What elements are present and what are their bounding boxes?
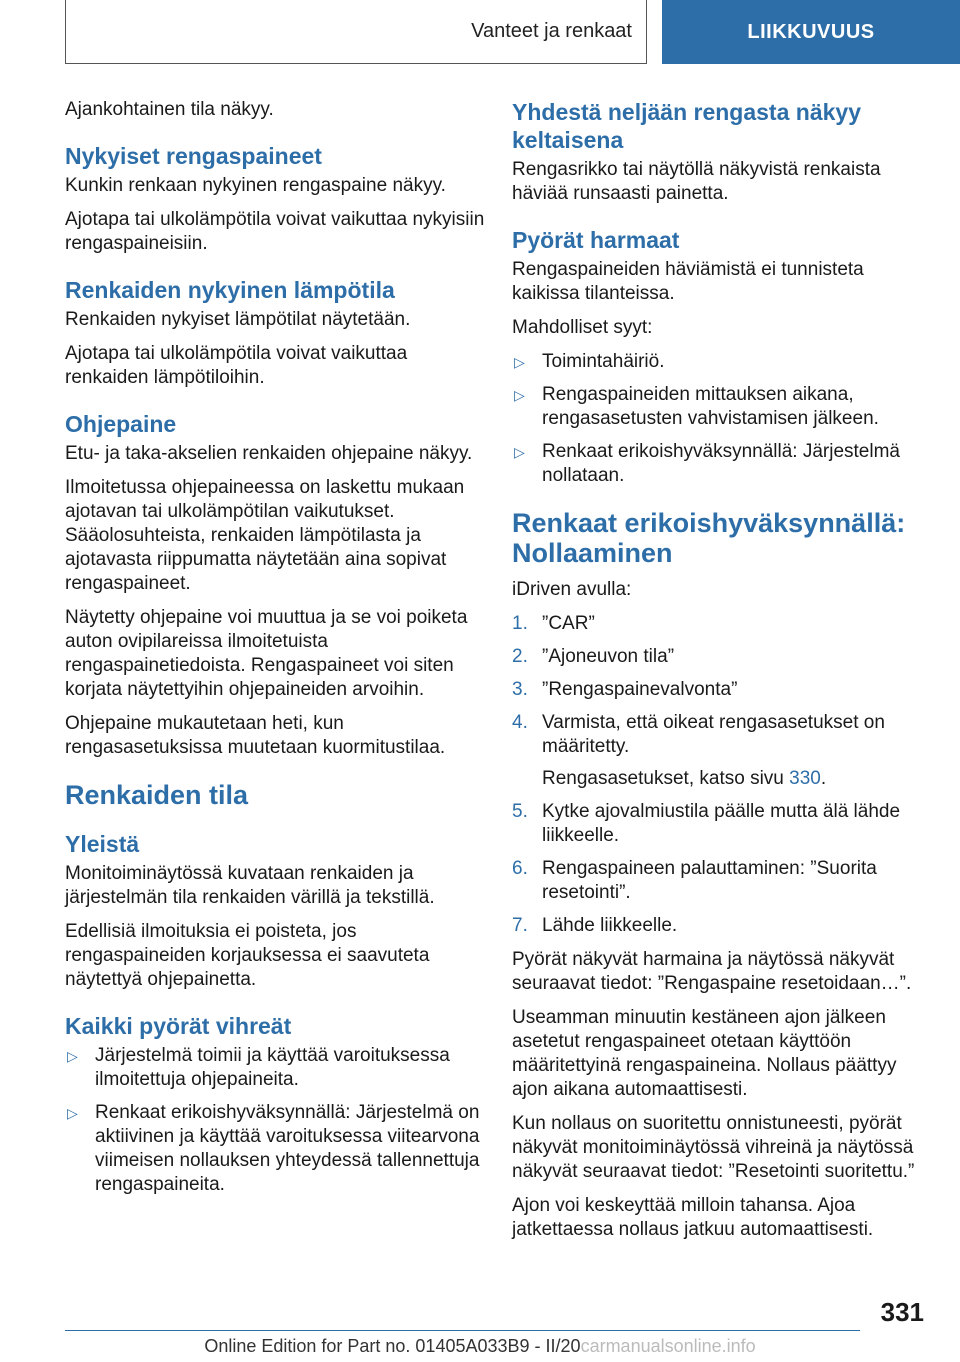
paragraph: Kun nollaus on suoritettu onnistuneesti, pyörät näkyvät monitoiminäytössä vihreinä ja näytössä näkyvät seuraavat tiedot: ”Resetointi suoritettu.” (512, 1113, 915, 1182)
heading-target-pressure: Ohjepaine (65, 411, 177, 437)
step-note: Rengasasetukset, katso sivu 330. (542, 768, 827, 789)
footer (0, 1336, 960, 1357)
step-item: 1. ”CAR” (512, 613, 595, 634)
page-link[interactable]: 330 (789, 768, 821, 789)
paragraph: Rengasrikko tai näytöllä näkyvistä renkaista häviää runsaasti painetta. (512, 159, 881, 204)
paragraph: iDriven avulla: (512, 579, 632, 600)
list-item: ▷ Järjestelmä toimii ja käyttää varoituksessa ilmoitettuja ohjepaineita. (67, 1045, 450, 1090)
list-item: ▷ Renkaat erikoishyväksynnällä: Järjestelmä on aktiivinen ja käyttää varoituksessa viitearvona viimeisen nollauksen yhteydessä tallennettuja rengaspaineita. (67, 1102, 480, 1195)
heading-current-pressures: Nykyiset rengaspaineet (65, 143, 322, 169)
chapter-tab (662, 0, 960, 64)
green-list (65, 1044, 485, 1197)
edition-text: Online Edition for Part no. 01405A033B9 - II/20 (204, 1336, 581, 1356)
heading-grey: Pyörät harmaat (512, 227, 680, 253)
chapter-title: LIIKKUVUUS (747, 20, 875, 43)
list-item: ▷ Toimintahäiriö. (514, 351, 665, 372)
footer-divider (65, 1330, 860, 1331)
heading-general: Yleistä (65, 831, 140, 857)
left-column (65, 98, 485, 1207)
paragraph: Edellisiä ilmoituksia ei poisteta, jos rengaspaineiden korjauksessa ei saavuteta näytettyä ohjepainetta. (65, 921, 430, 990)
step-item: 2. ”Ajoneuvon tila” (512, 646, 675, 667)
paragraph: Renkaiden nykyiset lämpötilat näytetään. (65, 309, 411, 330)
heading-tire-status: Renkaiden tila (65, 780, 249, 810)
step-item: 7. Lähde liikkeelle. (512, 915, 678, 936)
paragraph: Ajotapa tai ulkolämpötila voivat vaikuttaa nykyisiin rengaspaineisiin. (65, 209, 485, 254)
paragraph: Ilmoitetussa ohjepaineessa on laskettu mukaan ajotavan tai ulkolämpötilan vaikutukset. Sääolosuhteista, renkaiden lämpötilasta ja ajotavasta riippumatta näytetään aina sopivat rengaspaineet. (65, 477, 465, 594)
step-item: 5. Kytke ajovalmiustila päälle mutta älä lähde liikkeelle. (512, 801, 901, 846)
intro-text: Ajankohtainen tila näkyy. (65, 99, 274, 120)
heading-yellow: Yhdestä neljään rengasta näkyy keltaisena (512, 99, 861, 153)
triangle-bullet-icon: ▷ (67, 1105, 78, 1121)
list-item: ▷ Renkaat erikoishyväksynnällä: Järjestelmä nollataan. (514, 441, 900, 486)
reset-steps (512, 612, 932, 938)
triangle-bullet-icon: ▷ (514, 444, 525, 460)
grey-list (512, 350, 932, 488)
list-item: ▷ Rengaspaineiden mittauksen aikana, rengasasetusten vahvistamisen jälkeen. (514, 384, 879, 429)
paragraph: Ajon voi keskeyttää milloin tahansa. Ajoa jatkettaessa nollaus jatkuu automaattisesti. (512, 1195, 874, 1240)
paragraph: Kunkin renkaan nykyinen rengaspaine näkyy. (65, 175, 446, 196)
paragraph: Näytetty ohjepaine voi muuttua ja se voi poiketa auton ovipilareissa ilmoitetuista rengaspainetiedoista. Rengaspaineet voi siten korjata näytettyihin ohjepaineiden arvoihin. (65, 607, 468, 700)
paragraph: Ohjepaine mukautetaan heti, kun rengasasetuksissa muutetaan kuormitustilaa. (65, 713, 446, 758)
section-tab (65, 0, 647, 64)
paragraph: Ajotapa tai ulkolämpötila voivat vaikuttaa renkaiden lämpötiloihin. (65, 343, 408, 388)
paragraph: Etu- ja taka-akselien renkaiden ohjepaine näkyy. (65, 443, 473, 464)
heading-current-temperature: Renkaiden nykyinen lämpötila (65, 277, 395, 303)
paragraph: Useamman minuutin kestäneen ajon jälkeen asetetut rengaspaineet otetaan käyttöön määritettyinä rengaspaineina. Nollaus päättyy ajon aikana automaattisesti. (512, 1007, 897, 1100)
section-title: Vanteet ja renkaat (471, 20, 632, 42)
step-item: 3. ”Rengaspainevalvonta” (512, 679, 738, 700)
step-item: 4. Varmista, että oikeat rengasasetukset on määritetty. Rengasasetukset, katso sivu 330. (512, 711, 932, 791)
paragraph: Mahdolliset syyt: (512, 317, 653, 338)
paragraph: Rengaspaineiden häviämistä ei tunnisteta kaikissa tilanteissa. (512, 259, 864, 304)
triangle-bullet-icon: ▷ (514, 387, 525, 403)
triangle-bullet-icon: ▷ (67, 1048, 78, 1064)
paragraph: Pyörät näkyvät harmaina ja näytössä näkyvät seuraavat tiedot: ”Rengaspaine resetoidaan…”. (512, 949, 912, 994)
right-column (512, 98, 932, 1252)
watermark: carmanualsonline.info (580, 1336, 756, 1356)
heading-reset: Renkaat erikoishyväksynnällä: Nollaaminen (512, 508, 906, 568)
step-item: 6. Rengaspaineen palauttaminen: ”Suorita resetointi”. (512, 858, 877, 903)
triangle-bullet-icon: ▷ (514, 354, 525, 370)
page-number: 331 (880, 1297, 924, 1327)
paragraph: Monitoiminäytössä kuvataan renkaiden ja järjestelmän tila renkaiden värillä ja tekstillä. (65, 863, 435, 908)
heading-all-green: Kaikki pyörät vihreät (65, 1013, 292, 1039)
